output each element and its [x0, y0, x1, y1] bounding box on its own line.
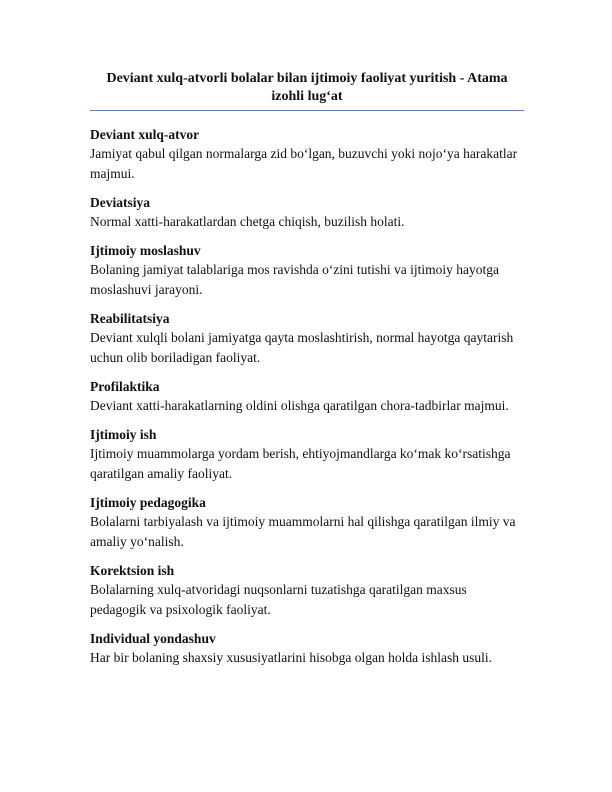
glossary-entry	[90, 629, 524, 668]
entry-term: Deviatsiya	[90, 195, 150, 210]
entry-term: Reabilitatsiya	[90, 311, 170, 326]
entry-term: Ijtimoiy ish	[90, 427, 157, 442]
entry-term: Individual yondashuv	[90, 631, 216, 646]
entry-term: Korektsion ish	[90, 563, 175, 578]
glossary-entry	[90, 377, 524, 416]
glossary-entry	[90, 561, 524, 620]
glossary-entry	[90, 309, 524, 368]
entry-definition: Deviant xatti-harakatlarning oldini olishga qaratilgan chora-tadbirlar majmui.	[90, 398, 509, 413]
entry-definition: Har bir bolaning shaxsiy xususiyatlarini hisobga olgan holda ishlash usuli.	[90, 650, 492, 665]
glossary-entry	[90, 425, 524, 484]
entry-definition: Ijtimoiy muammolarga yordam berish, ehtiyojmandlarga ko‘mak ko‘rsatishga qaratilgan amaliy faoliyat.	[90, 446, 511, 481]
entry-term: Ijtimoiy moslashuv	[90, 243, 201, 258]
entry-definition: Deviant xulqli bolani jamiyatga qayta moslashtirish, normal hayotga qaytarish uchun olib boriladigan faoliyat.	[90, 330, 514, 365]
glossary-entry	[90, 193, 524, 232]
title-divider	[90, 110, 524, 111]
entry-term: Profilaktika	[90, 379, 160, 394]
entry-definition: Normal xatti-harakatlardan chetga chiqish, buzilish holati.	[90, 214, 405, 229]
entry-definition: Bolalarni tarbiyalash va ijtimoiy muammolarni hal qilishga qaratilgan ilmiy va amaliy yo‘nalish.	[90, 514, 516, 549]
glossary-entry	[90, 241, 524, 300]
glossary-entry	[90, 125, 524, 184]
entry-term: Deviant xulq-atvor	[90, 127, 200, 142]
entry-definition: Jamiyat qabul qilgan normalarga zid bo‘lgan, buzuvchi yoki nojo‘ya harakatlar majmui.	[90, 146, 518, 181]
document-title: Deviant xulq-atvorli bolalar bilan ijtimoiy faoliyat yuritish - Atama izohli lug‘at	[106, 71, 508, 104]
entry-term: Ijtimoiy pedagogika	[90, 495, 206, 510]
glossary-entry	[90, 493, 524, 552]
entry-definition: Bolalarning xulq-atvoridagi nuqsonlarni tuzatishga qaratilgan maxsus pedagogik va psixologik faoliyat.	[90, 582, 467, 617]
entry-definition: Bolaning jamiyat talablariga mos ravishda o‘zini tutishi va ijtimoiy hayotga moslashuvi jarayoni.	[90, 262, 500, 297]
